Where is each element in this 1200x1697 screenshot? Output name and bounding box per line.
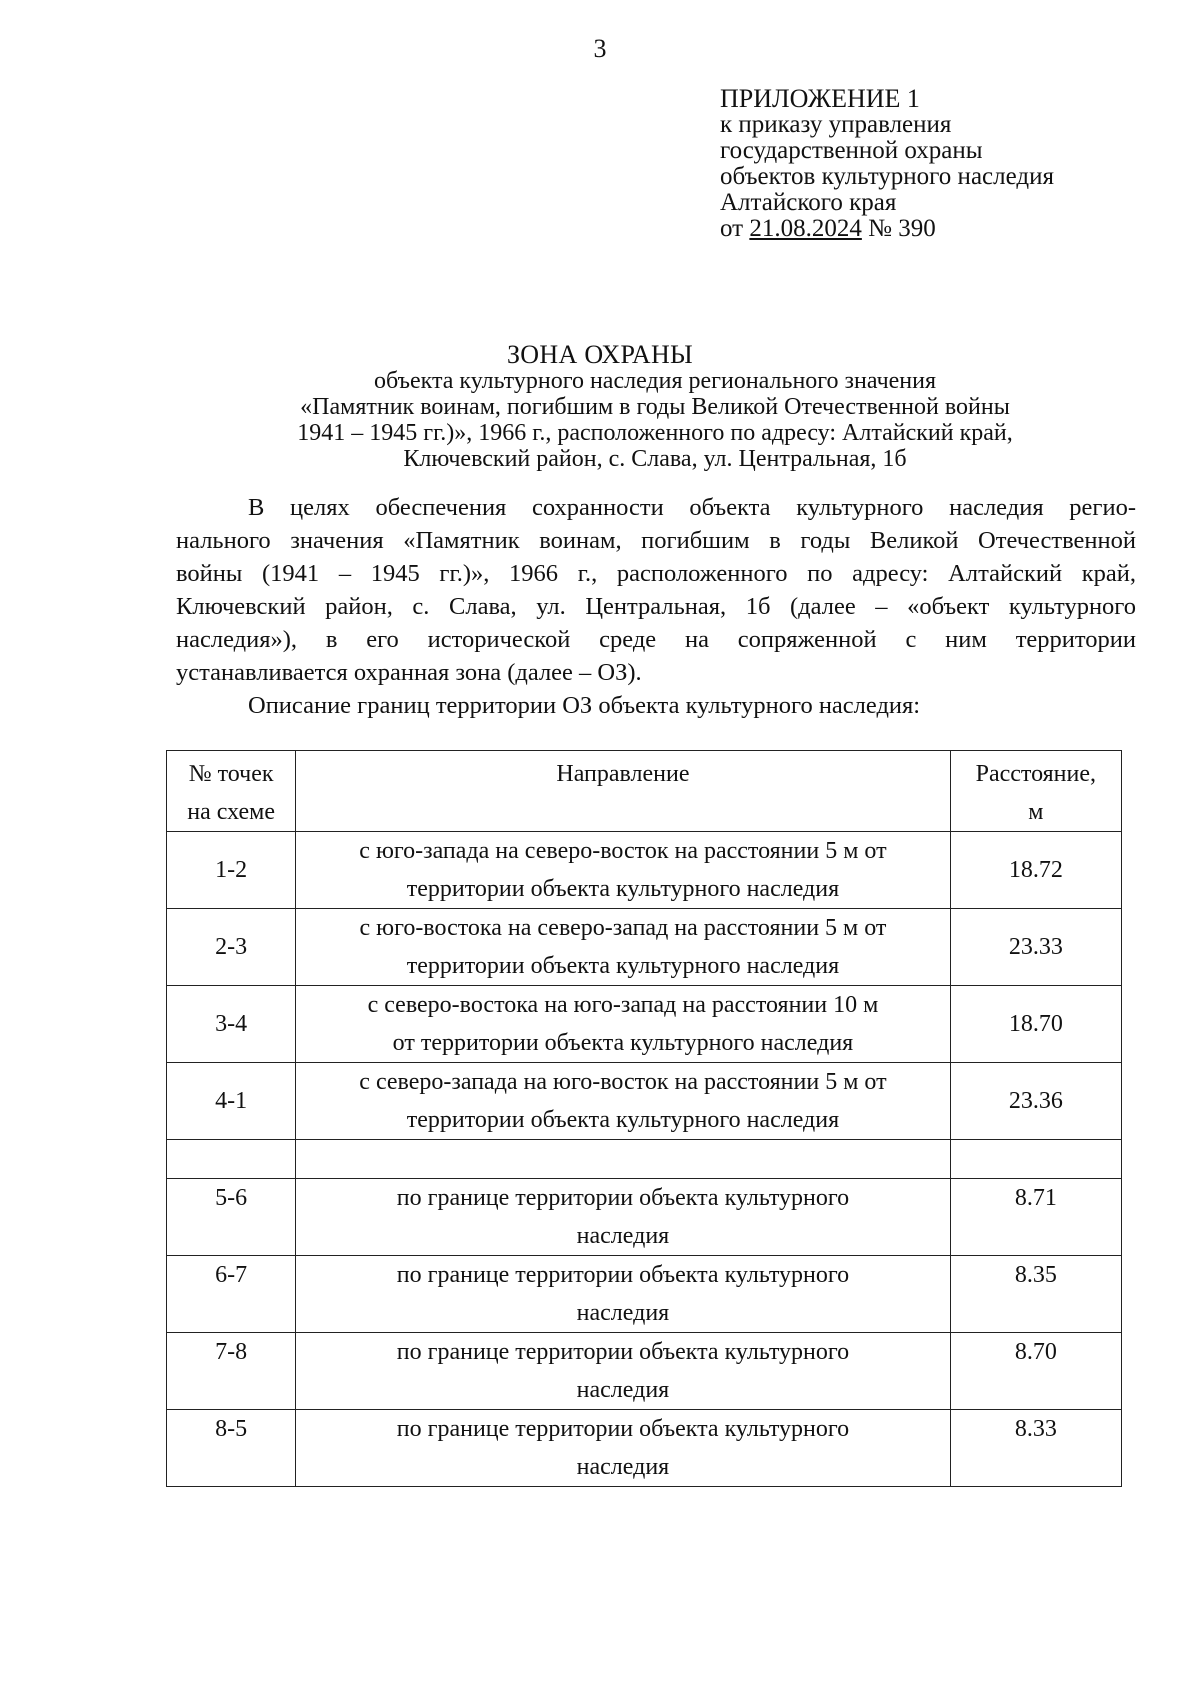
zone-subtitle-line: «Памятник воинам, погибшим в годы Великой Отечественной войны bbox=[300, 394, 1010, 420]
row-distance: 8.35 bbox=[950, 1256, 1121, 1333]
zone-subtitle-line: объекта культурного наследия регионального значения bbox=[373, 368, 937, 394]
header-points bbox=[167, 751, 296, 832]
row-distance: 18.70 bbox=[950, 986, 1121, 1063]
row-direction bbox=[296, 1063, 950, 1140]
intro-line: Ключевский район, с. Слава, ул. Центральная, 1б (далее – «объект культурного bbox=[176, 593, 1136, 620]
zone-subtitle bbox=[200, 368, 1110, 472]
direction-line: по границе территории объекта культурного bbox=[396, 1185, 850, 1211]
appendix-block bbox=[720, 86, 1054, 242]
header-distance bbox=[950, 751, 1121, 832]
appendix-line: Алтайского края bbox=[720, 189, 897, 216]
table-row bbox=[167, 909, 1122, 986]
table-row bbox=[167, 1179, 1122, 1256]
order-number: № 390 bbox=[861, 215, 936, 242]
row-points: 4-1 bbox=[167, 1063, 296, 1140]
description-line: Описание границ территории ОЗ объекта культурного наследия: bbox=[248, 692, 921, 719]
row-direction bbox=[296, 1410, 950, 1487]
table-row bbox=[167, 986, 1122, 1063]
row-points: 7-8 bbox=[167, 1333, 296, 1410]
row-direction bbox=[296, 832, 950, 909]
page-number: 3 bbox=[593, 34, 607, 63]
row-distance: 8.33 bbox=[950, 1410, 1121, 1487]
row-direction bbox=[296, 1333, 950, 1410]
table-row bbox=[167, 1410, 1122, 1487]
row-points: 8-5 bbox=[167, 1410, 296, 1487]
appendix-title: ПРИЛОЖЕНИЕ 1 bbox=[720, 84, 920, 113]
direction-line: наследия bbox=[576, 1377, 670, 1403]
row-points: 6-7 bbox=[167, 1256, 296, 1333]
intro-line: нального значения «Памятник воинам, погибшим в годы Великой Отечественной bbox=[176, 527, 1136, 554]
direction-line: от территории объекта культурного наследия bbox=[392, 1030, 854, 1056]
intro-line: устанавливается охранная зона (далее – ОЗ). bbox=[176, 659, 642, 686]
direction-line: с северо-запада на юго-восток на расстоянии 5 м от bbox=[359, 1069, 887, 1095]
direction-line: территории объекта культурного наследия bbox=[406, 876, 840, 902]
row-points: 3-4 bbox=[167, 986, 296, 1063]
table-empty-row bbox=[167, 1140, 1122, 1179]
row-distance: 8.71 bbox=[950, 1179, 1121, 1256]
header-distance-line: Расстояние, bbox=[975, 761, 1097, 787]
empty-cell bbox=[167, 1140, 296, 1179]
direction-line: наследия bbox=[576, 1223, 670, 1249]
row-points: 5-6 bbox=[167, 1179, 296, 1256]
table-row bbox=[167, 1063, 1122, 1140]
table-row bbox=[167, 832, 1122, 909]
table-row bbox=[167, 1256, 1122, 1333]
zone-subtitle-line: Ключевский район, с. Слава, ул. Центральная, 1б bbox=[403, 446, 907, 472]
direction-line: территории объекта культурного наследия bbox=[406, 953, 840, 979]
table-row bbox=[167, 1333, 1122, 1410]
header-distance-line: м bbox=[1028, 799, 1044, 825]
appendix-line: объектов культурного наследия bbox=[720, 163, 1054, 190]
direction-line: по границе территории объекта культурного bbox=[396, 1262, 850, 1288]
header-direction: Направление bbox=[296, 751, 950, 832]
empty-cell bbox=[950, 1140, 1121, 1179]
row-distance: 8.70 bbox=[950, 1333, 1121, 1410]
intro-paragraph bbox=[176, 491, 1136, 722]
row-distance: 18.72 bbox=[950, 832, 1121, 909]
header-points-line: на схеме bbox=[187, 799, 275, 825]
date-prefix: от bbox=[720, 215, 750, 242]
row-direction bbox=[296, 1179, 950, 1256]
row-direction bbox=[296, 909, 950, 986]
appendix-line: к приказу управления bbox=[720, 111, 952, 138]
appendix-date-line bbox=[720, 216, 1054, 242]
direction-line: наследия bbox=[576, 1454, 670, 1480]
row-direction bbox=[296, 1256, 950, 1333]
direction-line: по границе территории объекта культурного bbox=[396, 1339, 850, 1365]
row-distance: 23.33 bbox=[950, 909, 1121, 986]
direction-line: с северо-востока на юго-запад на расстоянии 10 м bbox=[367, 992, 879, 1018]
zone-title: ЗОНА ОХРАНЫ bbox=[506, 340, 694, 369]
row-distance: 23.36 bbox=[950, 1063, 1121, 1140]
appendix-line: государственной охраны bbox=[720, 137, 983, 164]
row-points: 2-3 bbox=[167, 909, 296, 986]
row-direction bbox=[296, 986, 950, 1063]
order-date: 21.08.2024 bbox=[749, 215, 862, 242]
boundary-table bbox=[166, 750, 1122, 1487]
table-header-row bbox=[167, 751, 1122, 832]
row-points: 1-2 bbox=[167, 832, 296, 909]
intro-line: войны (1941 – 1945 гг.)», 1966 г., расположенного по адресу: Алтайский край, bbox=[176, 560, 1136, 587]
direction-line: территории объекта культурного наследия bbox=[406, 1107, 840, 1133]
direction-line: с юго-востока на северо-запад на расстоянии 5 м от bbox=[359, 915, 887, 941]
zone-subtitle-line: 1941 – 1945 гг.)», 1966 г., расположенного по адресу: Алтайский край, bbox=[297, 420, 1013, 446]
empty-cell bbox=[296, 1140, 950, 1179]
header-points-line: № точек bbox=[188, 761, 274, 787]
intro-line: наследия»), в его исторической среде на сопряженной с ним территории bbox=[176, 626, 1136, 653]
intro-line: В целях обеспечения сохранности объекта культурного наследия регио- bbox=[248, 494, 1136, 521]
direction-line: с юго-запада на северо-восток на расстоянии 5 м от bbox=[359, 838, 887, 864]
direction-line: наследия bbox=[576, 1300, 670, 1326]
direction-line: по границе территории объекта культурного bbox=[396, 1416, 850, 1442]
